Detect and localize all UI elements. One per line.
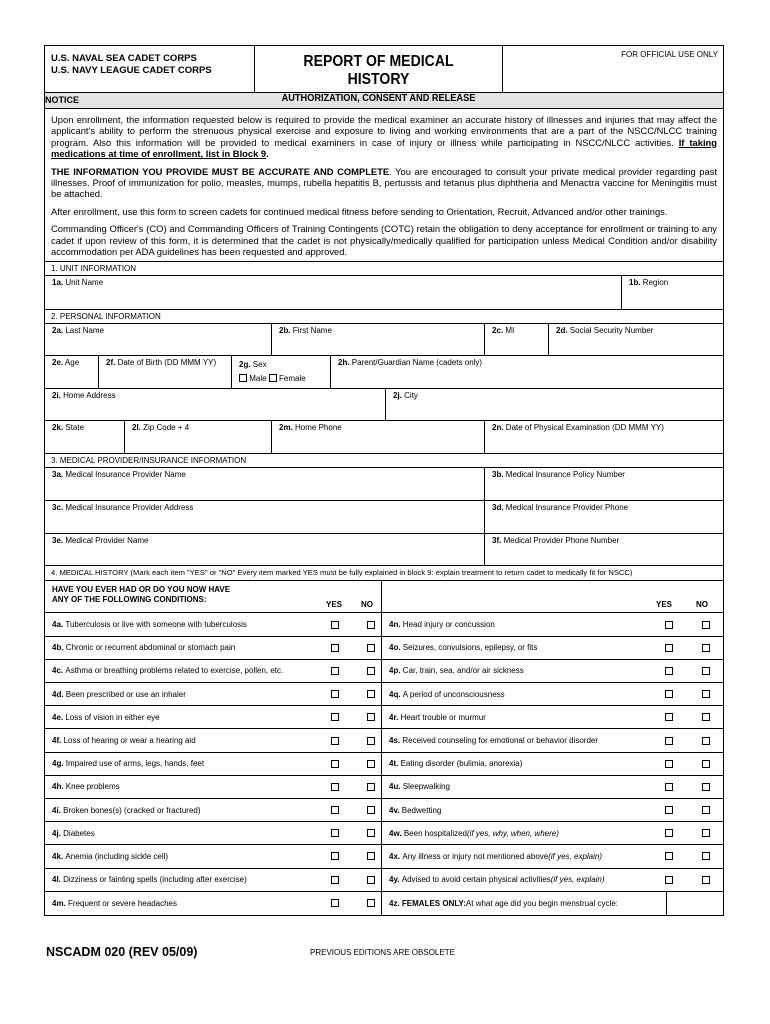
condition-item	[45, 869, 382, 891]
medical-provider-name-field[interactable]: 3e. Medical Provider Name	[45, 534, 485, 565]
notice-paragraph-3: After enrollment, use this form to screen cadets for continued medical fitness before sending to Orientation, Recruit, Advanced and/or other trainings.	[51, 205, 668, 217]
insurance-provider-phone-field[interactable]: 3d. Medical Insurance Provider Phone	[492, 503, 629, 513]
yes-checkbox[interactable]	[665, 829, 673, 837]
medical-history-row	[45, 845, 723, 868]
menstrual-question	[382, 892, 667, 915]
medical-history-row	[45, 822, 723, 845]
condition-item	[382, 892, 723, 915]
male-label: Male	[249, 374, 267, 384]
condition-id: 4j.	[52, 828, 61, 838]
no-checkbox[interactable]	[702, 829, 710, 837]
insurance-provider-phone-label: Medical Insurance Provider Phone	[505, 503, 629, 513]
notice-p2-emphasis: THE INFORMATION YOU PROVIDE MUST BE ACCURATE AND COMPLETE	[51, 165, 390, 177]
condition-item	[45, 637, 382, 659]
condition-id: 4i.	[52, 805, 61, 815]
condition-id: 4v.	[389, 805, 400, 815]
condition-label: Advised to avoid certain physical activities	[401, 875, 551, 885]
yes-checkbox[interactable]	[331, 667, 339, 675]
insurance-row-1	[45, 468, 723, 501]
medical-history-row	[45, 869, 723, 892]
no-checkbox[interactable]	[702, 667, 710, 675]
condition-label: Been prescribed or use an inhaler	[65, 689, 186, 699]
condition-label: Any illness or injury not mentioned above	[402, 851, 549, 861]
no-checkbox[interactable]	[367, 690, 375, 698]
no-checkbox[interactable]	[702, 713, 710, 721]
notice-paragraph-1: Upon enrollment, the information requested below is required to provide the medical examiner an accurate history of illnesses and injuries that may affect the applicant's ability to perform the strenuous physical exercise and exposure to living and working environments that are a part of the NSCC/NLCC training program. Also this information will be provided to medical examiners in case of injury or illness while participating in NSCC/NLCC activities. If taking medications at time of enrollment, list in Block 9.	[51, 114, 717, 160]
section-1-heading: 1. UNIT INFORMATION	[45, 262, 723, 276]
obsolete-notice: PREVIOUS EDITIONS ARE OBSOLETE	[310, 948, 455, 957]
insurance-provider-address-label: Medical Insurance Provider Address	[65, 503, 194, 513]
medical-history-header	[45, 581, 723, 613]
unit-info-row	[45, 276, 723, 310]
condition-label: Anemia (including sickle cell)	[65, 851, 169, 861]
condition-item	[382, 776, 723, 798]
city-label: City	[404, 391, 418, 401]
condition-item	[45, 776, 382, 798]
condition-label: Seizures, convulsions, epilepsy, or fits	[402, 643, 538, 653]
condition-label: Car, train, sea, and/or air sickness	[402, 666, 524, 676]
medical-history-row	[45, 706, 723, 729]
medical-history-row	[45, 799, 723, 822]
condition-item	[45, 706, 382, 728]
no-checkbox[interactable]	[367, 852, 375, 860]
condition-label: Broken bones(s) (cracked or fractured)	[63, 805, 201, 815]
condition-item	[382, 822, 723, 844]
yes-checkbox[interactable]	[665, 783, 673, 791]
no-column-header-left: NO	[361, 599, 373, 609]
yes-checkbox[interactable]	[665, 713, 673, 721]
insurance-provider-name-field[interactable]: 3a. Medical Insurance Provider Name	[45, 468, 485, 500]
unit-name-field[interactable]: 1a. Unit Name	[45, 276, 622, 309]
no-checkbox[interactable]	[702, 806, 710, 814]
no-checkbox[interactable]	[367, 713, 375, 721]
condition-id: 4e.	[52, 712, 64, 722]
condition-label: Impaired use of arms, legs, hands, feet	[65, 759, 205, 769]
yes-checkbox[interactable]	[331, 806, 339, 814]
notice-paragraph-4: Commanding Officer's (CO) and Commanding Officers of Training Contingents (COTC) retain the obligation to deny acceptance for enrollment or training to any cadet if upon review of this form, it is determined that the cadet is not physically/medically qualified for participation unless Medical Condition and/or disability accommodation per ADA guidelines has been requested and approved.	[51, 223, 717, 258]
no-checkbox[interactable]	[367, 667, 375, 675]
last-name-label: Last Name	[65, 326, 105, 336]
last-name-field[interactable]: 2a. Last Name	[45, 324, 272, 355]
condition-label: Loss of vision in either eye	[65, 712, 160, 722]
yes-checkbox[interactable]	[331, 644, 339, 652]
medical-history-row	[45, 776, 723, 799]
condition-item	[382, 799, 723, 821]
condition-item	[382, 660, 723, 682]
no-checkbox[interactable]	[367, 760, 375, 768]
condition-id: 4n.	[389, 620, 401, 630]
condition-id: 4p.	[389, 666, 401, 676]
question-line-2: ANY OF THE FOLLOWING CONDITIONS:	[52, 594, 207, 604]
form-footer	[46, 945, 726, 965]
region-label: Region	[642, 278, 669, 288]
condition-label: A period of unconsciousness	[402, 689, 505, 699]
no-checkbox[interactable]	[702, 783, 710, 791]
medical-history-row	[45, 729, 723, 752]
state-label: State	[65, 423, 85, 433]
no-checkbox[interactable]	[367, 737, 375, 745]
policy-number-label: Medical Insurance Policy Number	[505, 470, 625, 480]
notice-body	[45, 109, 723, 262]
yes-checkbox[interactable]	[665, 876, 673, 884]
condition-id: 4u.	[389, 782, 401, 792]
yes-checkbox[interactable]	[665, 644, 673, 652]
insurance-provider-address-field[interactable]: 3c. Medical Insurance Provider Address	[45, 501, 485, 533]
condition-item	[382, 845, 723, 867]
guardian-name-field[interactable]: 2h. Parent/Guardian Name (cadets only)	[338, 358, 483, 368]
condition-label: Tuberculosis or live with someone with tuberculosis	[65, 620, 247, 630]
yes-checkbox[interactable]	[331, 899, 339, 907]
no-checkbox[interactable]	[367, 644, 375, 652]
yes-checkbox[interactable]	[665, 690, 673, 698]
name-row	[45, 324, 723, 356]
title-block	[255, 46, 503, 104]
condition-label: Diabetes	[63, 828, 95, 838]
yes-checkbox[interactable]	[665, 852, 673, 860]
dob-field[interactable]: 2f. Date of Birth (DD MMM YY)	[99, 356, 232, 388]
yes-checkbox[interactable]	[331, 690, 339, 698]
no-checkbox[interactable]	[702, 644, 710, 652]
yes-checkbox[interactable]	[331, 737, 339, 745]
age-field[interactable]: 2e. Age	[45, 356, 99, 388]
yes-checkbox[interactable]	[331, 783, 339, 791]
condition-item	[45, 660, 382, 682]
sex-field: 2g. Sex Male Female	[232, 356, 331, 388]
organization-block	[45, 46, 255, 92]
condition-id: 4z.	[389, 898, 400, 908]
question-line-1: HAVE YOU EVER HAD OR DO YOU NOW HAVE	[52, 585, 231, 595]
notice-paragraph-2	[51, 166, 717, 200]
yes-checkbox[interactable]	[665, 760, 673, 768]
no-checkbox[interactable]	[367, 806, 375, 814]
yes-checkbox[interactable]	[331, 876, 339, 884]
condition-label: Loss of hearing or wear a hearing aid	[63, 736, 196, 745]
condition-id: 4m.	[52, 898, 66, 908]
medical-history-form	[44, 45, 724, 916]
condition-label: Been hospitalized	[403, 828, 467, 838]
condition-id: 4r.	[389, 712, 399, 722]
condition-item	[382, 637, 723, 659]
condition-id: 4l.	[52, 875, 61, 885]
org-line-1: U.S. NAVAL SEA CADET CORPS	[51, 53, 197, 64]
condition-label: Eating disorder (bulimia, anorexia)	[400, 759, 523, 769]
notice-p2-text: . You are encouraged to consult your private medical provider regarding past illnesses. Proof of immunization for polio, measles, mumps, rubella hepatitis B, pertussis and tetanus plus diphtheria and Menactra vaccine for Meningitis must be attached.	[51, 165, 717, 200]
home-address-label: Home Address	[63, 391, 116, 401]
conditions-question	[45, 581, 382, 612]
female-label: Female	[279, 374, 306, 384]
condition-id: 4d.	[52, 689, 64, 699]
no-checkbox[interactable]	[702, 760, 710, 768]
medical-provider-phone-label: Medical Provider Phone Number	[503, 536, 620, 546]
conditions-right-header	[382, 581, 723, 612]
yes-column-header-left: YES	[326, 599, 343, 609]
no-checkbox[interactable]	[702, 876, 710, 884]
condition-item	[45, 729, 382, 751]
female-checkbox[interactable]	[269, 374, 277, 382]
no-checkbox[interactable]	[367, 899, 375, 907]
condition-id: 4o.	[389, 643, 401, 653]
org-line-2: U.S. NAVY LEAGUE CADET CORPS	[51, 65, 212, 76]
condition-item	[382, 683, 723, 705]
condition-id: 4x.	[389, 851, 401, 861]
condition-id: 4b.	[52, 643, 64, 653]
females-only-label: FEMALES ONLY:	[401, 898, 466, 908]
condition-id: 4k.	[52, 851, 64, 861]
city-field[interactable]: 2j. City	[393, 391, 418, 401]
yes-checkbox[interactable]	[665, 667, 673, 675]
condition-label: Dizziness or fainting spells (including after exercise)	[63, 875, 247, 885]
no-column-header-right: NO	[696, 600, 708, 610]
condition-id: 4a.	[52, 620, 64, 630]
medical-history-rows	[45, 613, 723, 914]
condition-note: (if yes, explain)	[548, 851, 603, 861]
medical-history-row	[45, 637, 723, 660]
condition-item	[45, 613, 382, 635]
form-number: NSCADM 020 (REV 05/09)	[46, 945, 198, 959]
male-checkbox[interactable]	[239, 374, 247, 382]
notice-p1-text: Upon enrollment, the information requested below is required to provide the medical examiner an accurate history of illnesses and injuries that may affect the applicant's ability to perform the strenuous physical exercise and exposure to living and working environments that are a part of the NSCC/NLCC training program. Also this information will be provided to medical examiners in case of injury or illness while participating in NSCC/NLCC activities.	[51, 114, 717, 148]
exam-date-label: Date of Physical Examination (DD MMM YY)	[505, 423, 664, 433]
form-title: REPORT OF MEDICAL HISTORY	[303, 53, 454, 88]
insurance-row-2	[45, 501, 723, 534]
condition-id: 4h.	[52, 782, 64, 792]
medical-history-row	[45, 683, 723, 706]
condition-label: Bedwetting	[401, 805, 442, 815]
no-checkbox[interactable]	[702, 852, 710, 860]
policy-number-field[interactable]: 3b. Medical Insurance Policy Number	[492, 470, 625, 480]
section-4-heading: 4. MEDICAL HISTORY (Mark each item "YES" or "NO" Every item marked YES must be fully explained in block 9: explain treatment to return cadet to medically fit for NSCC)	[45, 566, 723, 581]
notice-heading: NOTICE	[45, 93, 723, 109]
condition-item	[45, 683, 382, 705]
zip-label: Zip Code + 4	[143, 423, 190, 433]
state-field[interactable]: 2k. State	[45, 421, 125, 453]
condition-item	[382, 706, 723, 728]
no-checkbox[interactable]	[367, 621, 375, 629]
condition-label: Heart trouble or murmur	[400, 712, 486, 722]
exam-date-field[interactable]: 2n. Date of Physical Examination (DD MMM YY)	[492, 423, 664, 433]
official-use-label: FOR OFFICIAL USE ONLY	[621, 50, 718, 59]
middle-initial-label: MI	[505, 326, 515, 336]
no-checkbox[interactable]	[367, 783, 375, 791]
condition-item	[382, 753, 723, 775]
condition-note: (if yes, why, when, where)	[467, 828, 559, 838]
medical-history-row	[45, 613, 723, 636]
state-row	[45, 421, 723, 454]
condition-item	[45, 845, 382, 867]
yes-checkbox[interactable]	[331, 829, 339, 837]
condition-item	[45, 822, 382, 844]
insurance-row-3	[45, 534, 723, 566]
medical-history-row	[45, 753, 723, 776]
no-checkbox[interactable]	[702, 737, 710, 745]
yes-column-header-right: YES	[656, 600, 673, 610]
yes-checkbox[interactable]	[665, 621, 673, 629]
no-checkbox[interactable]	[367, 876, 375, 884]
address-row	[45, 389, 723, 421]
guardian-name-label: Parent/Guardian Name (cadets only)	[351, 358, 483, 368]
first-name-label: First Name	[292, 326, 332, 336]
medical-history-row	[45, 892, 723, 915]
condition-id: 4q.	[389, 689, 401, 699]
medical-history-row	[45, 660, 723, 683]
insurance-provider-name-label: Medical Insurance Provider Name	[65, 470, 186, 480]
condition-label: Chronic or recurrent abdominal or stomach pain	[65, 643, 236, 653]
condition-item	[382, 613, 723, 635]
condition-id: 4t.	[389, 759, 399, 769]
condition-id: 4s.	[389, 736, 401, 745]
yes-checkbox[interactable]	[331, 713, 339, 721]
yes-checkbox[interactable]	[331, 621, 339, 629]
dob-label: Date of Birth (DD MMM YY)	[117, 358, 217, 368]
condition-id: 4y.	[389, 875, 400, 885]
condition-id: 4w.	[389, 828, 402, 838]
home-address-field[interactable]: 2i. Home Address	[45, 389, 386, 420]
ssn-field[interactable]: 2d. Social Security Number	[556, 326, 654, 336]
home-phone-label: Home Phone	[295, 423, 342, 433]
no-checkbox[interactable]	[367, 829, 375, 837]
condition-id: 4f.	[52, 736, 62, 745]
no-checkbox[interactable]	[702, 690, 710, 698]
condition-label: Received counseling for emotional or behavior disorder	[402, 736, 599, 745]
condition-label: Knee problems	[65, 782, 120, 792]
age-label: Age	[64, 358, 80, 368]
condition-item	[45, 892, 382, 915]
section-3-heading: 3. MEDICAL PROVIDER/INSURANCE INFORMATION	[45, 454, 723, 468]
form-subtitle: AUTHORIZATION, CONSENT AND RELEASE	[281, 93, 476, 104]
condition-item	[382, 869, 723, 891]
first-name-field[interactable]: 2b. First Name	[272, 324, 485, 355]
yes-checkbox[interactable]	[331, 852, 339, 860]
condition-label: Frequent or severe headaches	[68, 898, 177, 908]
region-field[interactable]: 1b. Region	[629, 278, 669, 288]
condition-label: Asthma or breathing problems related to exercise, pollen, etc.	[65, 666, 284, 676]
medical-provider-phone-field[interactable]: 3f. Medical Provider Phone Number	[492, 536, 620, 546]
ssn-label: Social Security Number	[569, 326, 654, 336]
medical-provider-name-label: Medical Provider Name	[65, 536, 149, 546]
condition-item	[382, 729, 723, 751]
no-checkbox[interactable]	[702, 621, 710, 629]
yes-checkbox[interactable]	[665, 806, 673, 814]
condition-id: 4g.	[52, 759, 64, 769]
notice-p1-emphasis: If taking medications at time of enrollment, list in Block 9	[51, 136, 717, 160]
age-sex-row	[45, 356, 723, 389]
condition-label: Sleepwalking	[402, 782, 450, 792]
home-phone-field[interactable]: 2m. Home Phone	[272, 421, 485, 453]
yes-checkbox[interactable]	[331, 760, 339, 768]
yes-checkbox[interactable]	[665, 737, 673, 745]
sex-label: Sex	[252, 360, 267, 370]
middle-initial-field[interactable]: 2c. MI	[485, 324, 549, 355]
section-2-heading: 2. PERSONAL INFORMATION	[45, 310, 723, 324]
unit-name-label: Unit Name	[65, 278, 104, 288]
zip-field[interactable]: 2l. Zip Code + 4	[125, 421, 272, 453]
condition-label: Head injury or concussion	[402, 620, 495, 630]
menstrual-age-input[interactable]	[667, 892, 723, 915]
condition-id: 4c.	[52, 666, 64, 676]
condition-note: (if yes, explain)	[550, 875, 605, 885]
condition-item	[45, 753, 382, 775]
menstrual-question-label: At what age did you begin menstrual cycle:	[465, 898, 619, 908]
condition-item	[45, 799, 382, 821]
